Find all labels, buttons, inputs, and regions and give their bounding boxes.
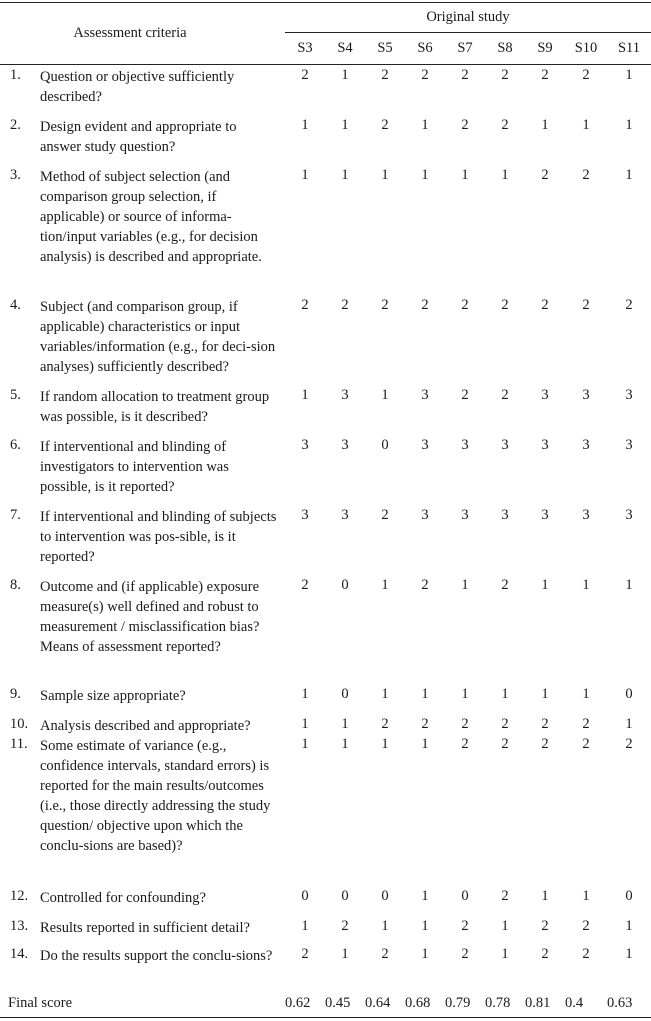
score-cell: 2 [341, 918, 349, 934]
original-study-header: Original study [426, 9, 510, 25]
score-cell: 3 [341, 437, 349, 453]
criteria-number: 9. [10, 686, 21, 702]
criteria-number: 12. [10, 888, 29, 904]
final-score-values [285, 995, 651, 1012]
score-cell: 1 [301, 736, 309, 752]
score-cell: 1 [421, 918, 429, 934]
criteria-number: 4. [10, 297, 21, 313]
score-cell: 3 [541, 437, 549, 453]
criteria-text: Subject (and comparison group, if applicable) characteristics or input variables/information (e.g., for deci-sion analyses) sufficiently described? [40, 299, 276, 375]
study-column-headers [285, 40, 651, 57]
score-cell: 1 [421, 736, 429, 752]
top-rule [0, 2, 651, 3]
score-cell: 2 [501, 297, 509, 313]
score-cell: 2 [541, 167, 549, 183]
score-cell: 1 [625, 67, 633, 83]
column-header-s3: S3 [297, 40, 313, 56]
score-cell: 2 [381, 716, 389, 732]
score-cell: 1 [541, 577, 549, 593]
score-cell: 3 [461, 437, 469, 453]
score-cell: 3 [541, 387, 549, 403]
score-cell: 1 [301, 918, 309, 934]
score-cell: 1 [301, 387, 309, 403]
score-cell: 2 [582, 918, 590, 934]
score-cell: 2 [461, 716, 469, 732]
score-cell: 2 [625, 736, 633, 752]
score-cell: 2 [541, 736, 549, 752]
criteria-text: Some estimate of variance (e.g., confidence intervals, standard errors) is reported for the main results/outcomes (i.e., those directly addressing the study question/ objective upon which the conclu-sions are based)? [40, 738, 271, 854]
criteria-number: 10. [10, 716, 29, 732]
score-cell: 0 [381, 888, 389, 904]
score-cell: 1 [501, 167, 509, 183]
criteria-text: Outcome and (if applicable) exposure measure(s) well defined and robust to measurement / misclassification bias? Means of assessment reported? [40, 579, 260, 655]
criteria-scores [285, 918, 651, 935]
final-score-cell: 0.62 [285, 995, 311, 1011]
criteria-number: 11. [10, 736, 28, 752]
score-cell: 3 [582, 437, 590, 453]
criteria-number: 3. [10, 167, 21, 183]
score-cell: 1 [625, 117, 633, 133]
score-cell: 1 [301, 167, 309, 183]
score-cell: 1 [582, 117, 590, 133]
score-cell: 2 [625, 297, 633, 313]
score-cell: 2 [501, 117, 509, 133]
column-header-s4: S4 [337, 40, 353, 56]
score-cell: 0 [341, 577, 349, 593]
criteria-scores [285, 686, 651, 703]
score-cell: 3 [341, 387, 349, 403]
final-score-cell: 0.45 [325, 995, 351, 1011]
score-cell: 1 [341, 946, 349, 962]
score-cell: 1 [421, 686, 429, 702]
score-cell: 2 [501, 716, 509, 732]
score-cell: 1 [625, 946, 633, 962]
score-cell: 0 [301, 888, 309, 904]
criteria-text: Do the results support the conclu-sions? [40, 948, 273, 964]
score-cell: 1 [341, 67, 349, 83]
criteria-scores [285, 67, 651, 84]
score-cell: 3 [301, 507, 309, 523]
score-cell: 1 [541, 686, 549, 702]
score-cell: 1 [421, 888, 429, 904]
criteria-text: Question or objective sufficiently described? [40, 69, 235, 105]
criteria-number: 2. [10, 117, 21, 133]
score-cell: 1 [381, 918, 389, 934]
criteria-text: Results reported in sufficient detail? [40, 920, 250, 936]
score-cell: 2 [381, 67, 389, 83]
score-cell: 2 [301, 946, 309, 962]
score-cell: 0 [625, 888, 633, 904]
criteria-text: Method of subject selection (and comparison group selection, if applicable) or source of informa-tion/input variables (e.g., for decision analysis) is described and appropriate. [40, 169, 262, 265]
criteria-scores [285, 167, 651, 184]
final-score-cell: 0.81 [525, 995, 551, 1011]
criteria-number: 5. [10, 387, 21, 403]
final-score-cell: 0.68 [405, 995, 431, 1011]
criteria-scores [285, 946, 651, 963]
score-cell: 2 [301, 577, 309, 593]
score-cell: 3 [625, 507, 633, 523]
score-cell: 2 [461, 946, 469, 962]
score-cell: 0 [381, 437, 389, 453]
score-cell: 3 [582, 507, 590, 523]
score-cell: 2 [461, 117, 469, 133]
score-cell: 2 [341, 297, 349, 313]
criteria-number: 14. [10, 946, 29, 962]
score-cell: 2 [582, 67, 590, 83]
score-cell: 1 [461, 577, 469, 593]
score-cell: 2 [381, 946, 389, 962]
score-cell: 1 [541, 117, 549, 133]
header-rule [0, 64, 651, 65]
score-cell: 1 [341, 167, 349, 183]
score-cell: 2 [301, 67, 309, 83]
score-cell: 1 [421, 167, 429, 183]
score-cell: 2 [421, 577, 429, 593]
score-cell: 2 [541, 946, 549, 962]
column-header-s11: S11 [617, 40, 641, 56]
score-cell: 0 [461, 888, 469, 904]
column-header-s5: S5 [377, 40, 393, 56]
score-cell: 1 [301, 686, 309, 702]
criteria-text: Controlled for confounding? [40, 890, 206, 906]
criteria-scores [285, 437, 651, 454]
criteria-number: 7. [10, 507, 21, 523]
criteria-text: Sample size appropriate? [40, 688, 186, 704]
score-cell: 1 [461, 686, 469, 702]
score-cell: 3 [461, 507, 469, 523]
score-cell: 3 [421, 507, 429, 523]
score-cell: 1 [421, 117, 429, 133]
score-cell: 2 [541, 67, 549, 83]
score-cell: 2 [461, 918, 469, 934]
score-cell: 1 [501, 918, 509, 934]
score-cell: 1 [582, 577, 590, 593]
score-cell: 2 [582, 297, 590, 313]
score-cell: 2 [501, 577, 509, 593]
criteria-scores [285, 577, 651, 594]
score-cell: 1 [381, 387, 389, 403]
score-cell: 1 [625, 918, 633, 934]
column-header-s9: S9 [537, 40, 553, 56]
group-underline [285, 32, 651, 33]
criteria-scores [285, 387, 651, 404]
score-cell: 2 [501, 387, 509, 403]
score-cell: 3 [421, 437, 429, 453]
score-cell: 0 [341, 686, 349, 702]
score-cell: 2 [421, 67, 429, 83]
score-cell: 2 [461, 297, 469, 313]
criteria-number: 8. [10, 577, 21, 593]
score-cell: 3 [501, 507, 509, 523]
score-cell: 3 [625, 437, 633, 453]
final-score-label: Final score [8, 995, 73, 1011]
score-cell: 2 [501, 736, 509, 752]
score-cell: 2 [421, 297, 429, 313]
score-cell: 3 [541, 507, 549, 523]
score-cell: 2 [541, 716, 549, 732]
score-cell: 2 [541, 297, 549, 313]
score-cell: 2 [461, 736, 469, 752]
criteria-text: If random allocation to treatment group was possible, is it described? [40, 389, 270, 425]
score-cell: 2 [461, 387, 469, 403]
score-cell: 1 [381, 577, 389, 593]
criteria-text: If interventional and blinding of investigators to intervention was possible, is it reported? [40, 439, 229, 495]
criteria-scores [285, 117, 651, 134]
column-header-s7: S7 [457, 40, 473, 56]
score-cell: 1 [582, 686, 590, 702]
score-cell: 2 [582, 736, 590, 752]
criteria-scores [285, 888, 651, 905]
score-cell: 3 [625, 387, 633, 403]
column-header-s8: S8 [497, 40, 513, 56]
score-cell: 2 [381, 507, 389, 523]
score-cell: 0 [341, 888, 349, 904]
criteria-text: If interventional and blinding of subjects to intervention was pos-sible, is it reported? [40, 509, 277, 565]
score-cell: 1 [341, 736, 349, 752]
final-score-cell: 0.78 [485, 995, 511, 1011]
score-cell: 0 [625, 686, 633, 702]
score-cell: 1 [301, 716, 309, 732]
criteria-number: 13. [10, 918, 29, 934]
criteria-scores [285, 507, 651, 524]
score-cell: 1 [421, 946, 429, 962]
criteria-scores [285, 297, 651, 314]
score-cell: 3 [341, 507, 349, 523]
score-cell: 2 [582, 716, 590, 732]
final-score-cell: 0.64 [365, 995, 391, 1011]
criteria-scores [285, 716, 651, 733]
score-cell: 1 [301, 117, 309, 133]
score-cell: 3 [421, 387, 429, 403]
score-cell: 2 [501, 67, 509, 83]
criteria-header: Assessment criteria [73, 25, 187, 41]
score-cell: 3 [301, 437, 309, 453]
score-cell: 1 [625, 716, 633, 732]
score-cell: 1 [381, 686, 389, 702]
score-cell: 1 [501, 686, 509, 702]
score-cell: 2 [381, 117, 389, 133]
score-cell: 1 [625, 167, 633, 183]
column-header-s6: S6 [417, 40, 433, 56]
criteria-number: 6. [10, 437, 21, 453]
score-cell: 1 [381, 167, 389, 183]
score-cell: 2 [381, 297, 389, 313]
bottom-rule [0, 1017, 651, 1018]
final-score-cell: 0.63 [607, 995, 633, 1011]
score-cell: 1 [501, 946, 509, 962]
score-cell: 1 [625, 577, 633, 593]
score-cell: 2 [582, 167, 590, 183]
score-cell: 2 [582, 946, 590, 962]
final-score-cell: 0.79 [445, 995, 471, 1011]
score-cell: 2 [421, 716, 429, 732]
criteria-number: 1. [10, 67, 21, 83]
column-header-s10: S10 [574, 40, 598, 56]
criteria-scores [285, 736, 651, 753]
criteria-text: Analysis described and appropriate? [40, 718, 251, 734]
score-cell: 3 [501, 437, 509, 453]
score-cell: 1 [381, 736, 389, 752]
final-score-cell: 0.4 [565, 995, 584, 1011]
score-cell: 3 [582, 387, 590, 403]
score-cell: 1 [541, 888, 549, 904]
score-cell: 1 [341, 117, 349, 133]
score-cell: 1 [341, 716, 349, 732]
score-cell: 2 [501, 888, 509, 904]
score-cell: 2 [541, 918, 549, 934]
score-cell: 1 [461, 167, 469, 183]
score-cell: 2 [301, 297, 309, 313]
score-cell: 2 [461, 67, 469, 83]
criteria-text: Design evident and appropriate to answer study question? [40, 119, 237, 155]
score-cell: 1 [582, 888, 590, 904]
